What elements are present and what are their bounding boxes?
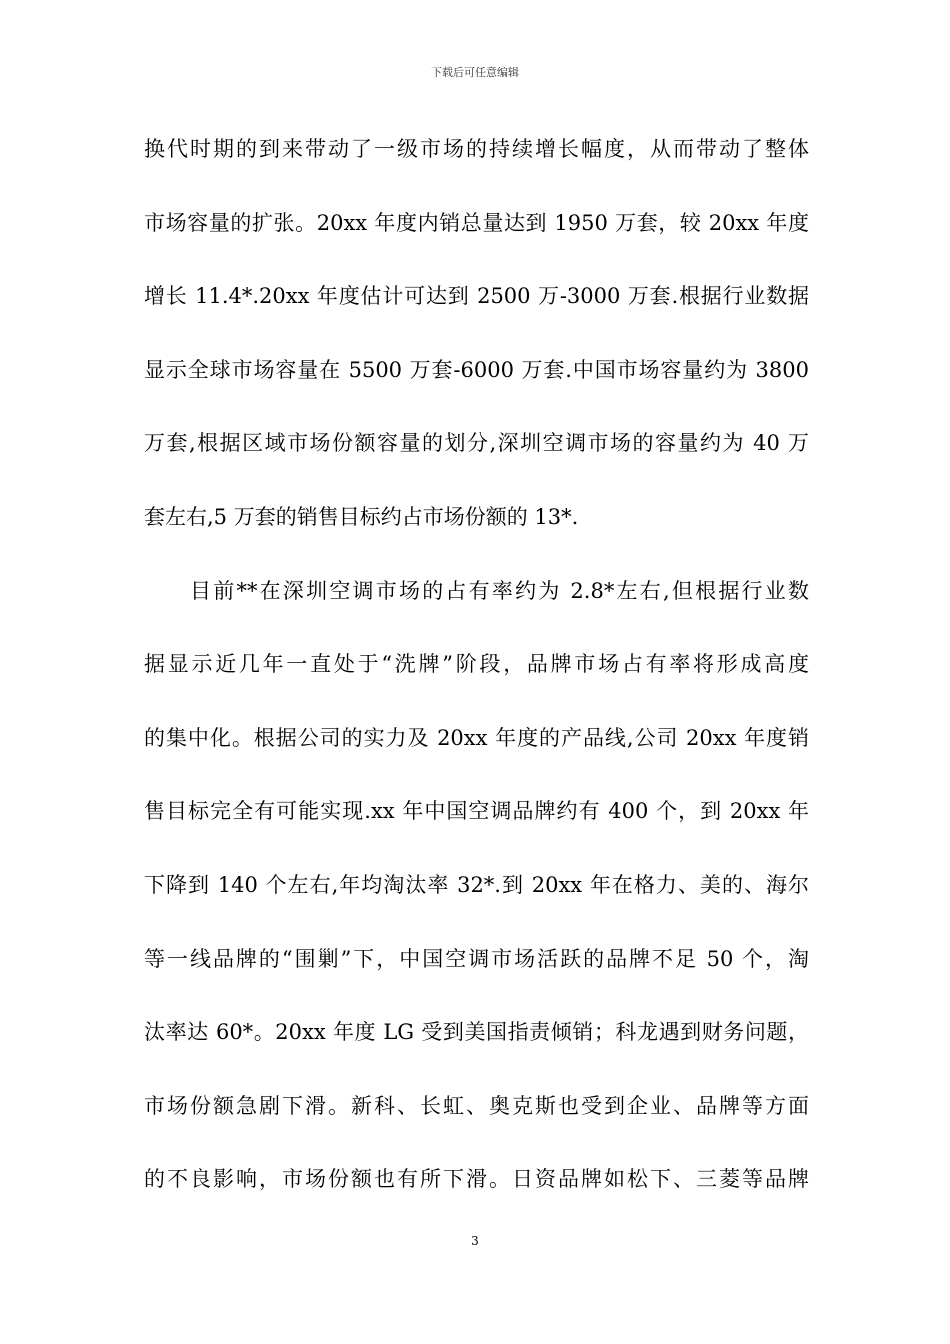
text-line: 售目标完全有可能实现.xx 年中国空调品牌约有 400 个，到 20xx 年 — [144, 799, 809, 824]
text-line: 换代时期的到来带动了一级市场的持续增长幅度，从而带动了整体 — [144, 137, 809, 161]
text-line: 万套,根据区域市场份额容量的划分,深圳空调市场的容量约为 40 万 — [144, 431, 809, 456]
paragraph-1 — [144, 124, 809, 566]
document-body — [144, 124, 809, 1228]
text-line: 的集中化。根据公司的实力及 20xx 年度的产品线,公司 20xx 年度销 — [144, 725, 809, 750]
text-line: 市场容量的扩张。20xx 年度内销总量达到 1950 万套，较 20xx 年度 — [144, 210, 809, 235]
page-number: 3 — [471, 1234, 479, 1248]
text-line: 汰率达 60*。20xx 年度 LG 受到美国指责倾销；科龙遇到财务问题， — [144, 1020, 809, 1045]
text-line: 目前**在深圳空调市场的占有率约为 2.8*左右,但根据行业数 — [190, 578, 809, 603]
text-line: 增长 11.4*.20xx 年度估计可达到 2500 万-3000 万套.根据行业数据 — [144, 284, 809, 309]
text-line: 套左右,5 万套的销售目标约占市场份额的 13*. — [144, 504, 579, 529]
text-line: 显示全球市场容量在 5500 万套-6000 万套.中国市场容量约为 3800 — [144, 357, 809, 382]
text-line: 下降到 140 个左右,年均淘汰率 32*.到 20xx 年在格力、美的、海尔 — [144, 872, 809, 897]
text-line: 等一线品牌的“围剿”下，中国空调市场活跃的品牌不足 50 个，淘 — [144, 946, 809, 971]
text-line: 市场份额急剧下滑。新科、长虹、奥克斯也受到企业、品牌等方面 — [144, 1093, 809, 1118]
paragraph-2 — [144, 566, 809, 1228]
text-line: 据显示近几年一直处于“洗牌”阶段，品牌市场占有率将形成高度 — [144, 652, 809, 677]
page-header: 下载后可任意编辑 — [431, 66, 519, 79]
text-line: 的不良影响，市场份额也有所下滑。日资品牌如松下、三菱等品牌 — [144, 1167, 809, 1192]
